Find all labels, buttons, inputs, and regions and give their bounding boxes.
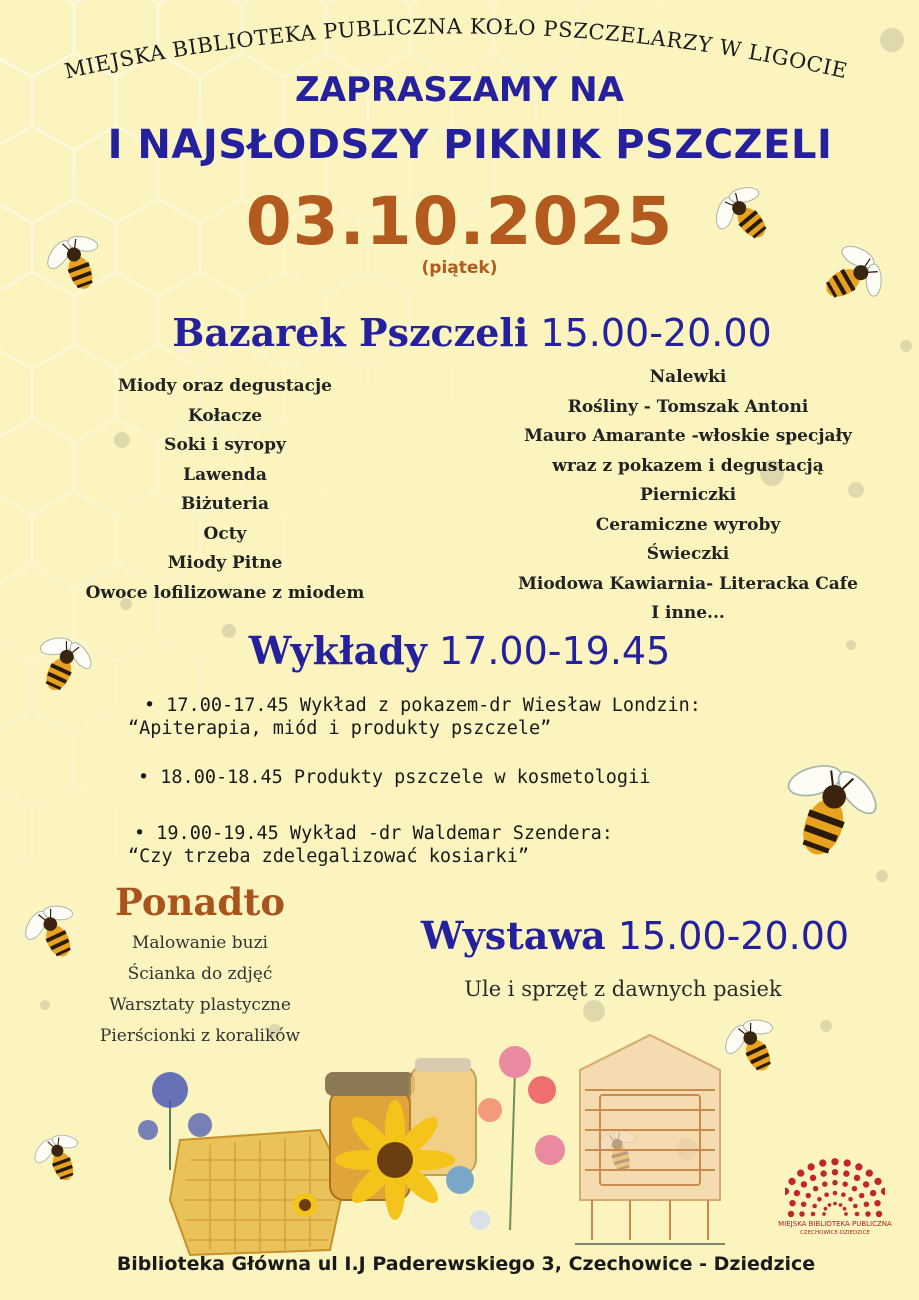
lecture-item (128, 694, 701, 740)
lecture-line: “Czy trzeba zdelegalizować kosiarki” (128, 846, 529, 867)
logo-dot (876, 1211, 882, 1217)
lecture-line: • 19.00-19.45 Wykład -dr Waldemar Szendera: (134, 823, 613, 844)
decor-dot (820, 1020, 832, 1032)
logo-dot (865, 1211, 871, 1217)
logo-dot (799, 1211, 805, 1217)
decor-dot (876, 870, 888, 882)
list-item: Rośliny - Tomszak Antoni (567, 396, 809, 417)
logo-dot (844, 1159, 851, 1166)
logo-dot (853, 1204, 858, 1209)
bazarek-left-list (50, 372, 400, 608)
bazarek-heading (0, 310, 919, 355)
logo-dot (843, 1170, 849, 1176)
bazarek-hours: 15.00-20.00 (540, 311, 772, 355)
list-item: I inne... (651, 603, 725, 623)
bee-icon (20, 898, 88, 966)
logo-dot (822, 1212, 826, 1216)
invite-heading: ZAPRASZAMY NA (295, 70, 624, 110)
logo-dot (824, 1192, 829, 1197)
logo-dot (870, 1190, 876, 1196)
logo-dot (789, 1200, 795, 1206)
bazarek-title: Bazarek Pszczeli (172, 310, 529, 355)
logo-dot (812, 1204, 817, 1209)
bee-icon (28, 630, 98, 700)
list-item: Ścianka do zdjęć (127, 964, 273, 984)
logo-dot (863, 1181, 869, 1187)
bazarek-right-list (488, 363, 888, 629)
wyklady-hours: 17.00-19.45 (438, 629, 671, 673)
event-title: I NAJSŁODSZY PIKNIK PSZCZELI (107, 122, 833, 168)
event-date: 03.10.2025 (245, 183, 674, 260)
logo-dot (848, 1197, 853, 1202)
wystawa-heading (380, 913, 890, 958)
logo-dot (807, 1163, 814, 1170)
list-item: Miody oraz degustacje (118, 376, 332, 396)
list-item: Pierścionki z koralików (99, 1026, 301, 1046)
illustration (130, 1030, 730, 1260)
logo-line-2: CZECHOWICE-DZIEDZICE (800, 1230, 870, 1236)
logo-dot (801, 1181, 807, 1187)
list-item: Miody Pitne (167, 553, 283, 573)
logo-dot (828, 1203, 832, 1207)
library-logo (785, 1150, 885, 1220)
logo-dot (874, 1200, 880, 1206)
wystawa-title: Wystawa (420, 913, 606, 958)
logo-dot (855, 1163, 862, 1170)
logo-dot (833, 1191, 838, 1196)
list-item: Świeczki (646, 544, 730, 564)
list-item: Biżuteria (181, 494, 269, 514)
wystawa-hours: 15.00-20.00 (617, 914, 850, 958)
arc-text: MIEJSKA BIBLIOTEKA PUBLICZNA KOŁO PSZCZELARZY W LIGOCIE (62, 14, 850, 84)
lecture-item (128, 766, 650, 789)
logo-dot (874, 1178, 881, 1185)
logo-dot (844, 1212, 848, 1216)
wystawa-text: Ule i sprzęt z dawnych pasiek (464, 977, 782, 1001)
lecture-line: • 18.00-18.45 Produkty pszczele w kosmetologii (138, 767, 651, 788)
list-item: Lawenda (183, 464, 267, 485)
list-item: Kołacze (187, 405, 263, 426)
decor-dot (583, 1000, 605, 1022)
list-item: Warsztaty plastyczne (109, 995, 291, 1015)
list-item: Owoce lofilizowane z miodem (85, 582, 365, 603)
logo-dot (813, 1186, 819, 1192)
logo-dot (806, 1193, 812, 1199)
logo-dot (810, 1175, 816, 1181)
logo-dot (854, 1175, 860, 1181)
bee-icon (30, 1128, 90, 1188)
logo-dot (819, 1159, 826, 1166)
decor-dot (40, 1000, 50, 1010)
event-weekday: (piątek) (421, 258, 498, 278)
logo-dot (820, 1170, 826, 1176)
lecture-line: “Apiterapia, miód i produkty pszczele” (128, 718, 552, 739)
list-item: Malowanie buzi (132, 933, 268, 953)
logo-dot (881, 1188, 885, 1195)
list-item: Soki i syropy (164, 435, 286, 455)
wyklady-heading (0, 628, 919, 673)
bee-icon (815, 240, 890, 315)
logo-dot (797, 1169, 804, 1176)
bee-icon (720, 1012, 788, 1080)
list-item: Pierniczki (639, 485, 737, 505)
logo-dot (801, 1202, 807, 1208)
logo-dot (843, 1207, 847, 1211)
logo-dot (842, 1181, 848, 1187)
bee-icon (42, 228, 112, 298)
logo-dot (822, 1181, 828, 1187)
logo-dot (788, 1211, 794, 1217)
list-item: Mauro Amarante -włoskie specjały (524, 426, 852, 446)
ponadto-title: Ponadto (114, 880, 286, 924)
logo-dot (788, 1178, 795, 1185)
wyklady-title: Wykłady (248, 628, 427, 673)
logo-dot (824, 1207, 828, 1211)
honeycomb-icon (170, 1130, 345, 1255)
list-item: Octy (203, 523, 247, 544)
logo-dot (832, 1180, 838, 1186)
lecture-item (128, 822, 613, 868)
logo-dot (817, 1197, 822, 1202)
logo-dot (855, 1212, 860, 1217)
logo-dot (839, 1203, 843, 1207)
beehive-icon (575, 1035, 725, 1244)
logo-dot (841, 1192, 846, 1197)
list-item: Nalewki (649, 367, 727, 387)
logo-dot (785, 1188, 789, 1195)
bee-icon (710, 180, 780, 250)
list-item: Miodowa Kawiarnia- Literacka Cafe (518, 573, 858, 594)
lecture-line: • 17.00-17.45 Wykład z pokazem-dr Wiesław Londzin: (144, 695, 701, 716)
logo-dot (794, 1190, 800, 1196)
logo-dot (852, 1186, 858, 1192)
logo-dot (864, 1202, 870, 1208)
bee-icon (770, 752, 888, 870)
logo-dot (832, 1169, 838, 1175)
list-item: Ceramiczne wyroby (595, 514, 781, 535)
list-item: wraz z pokazem i degustacją (552, 455, 824, 476)
logo-dot (859, 1193, 865, 1199)
logo-dot (866, 1169, 873, 1176)
logo-dot (831, 1158, 838, 1165)
logo-line-1: MIEJSKA BIBLIOTEKA PUBLICZNA (778, 1220, 892, 1228)
footer-address: Biblioteka Główna ul I.J Paderewskiego 3, Czechowice - Dziedzice (116, 1253, 816, 1275)
logo-dot (833, 1202, 837, 1206)
logo-dot (811, 1212, 816, 1217)
